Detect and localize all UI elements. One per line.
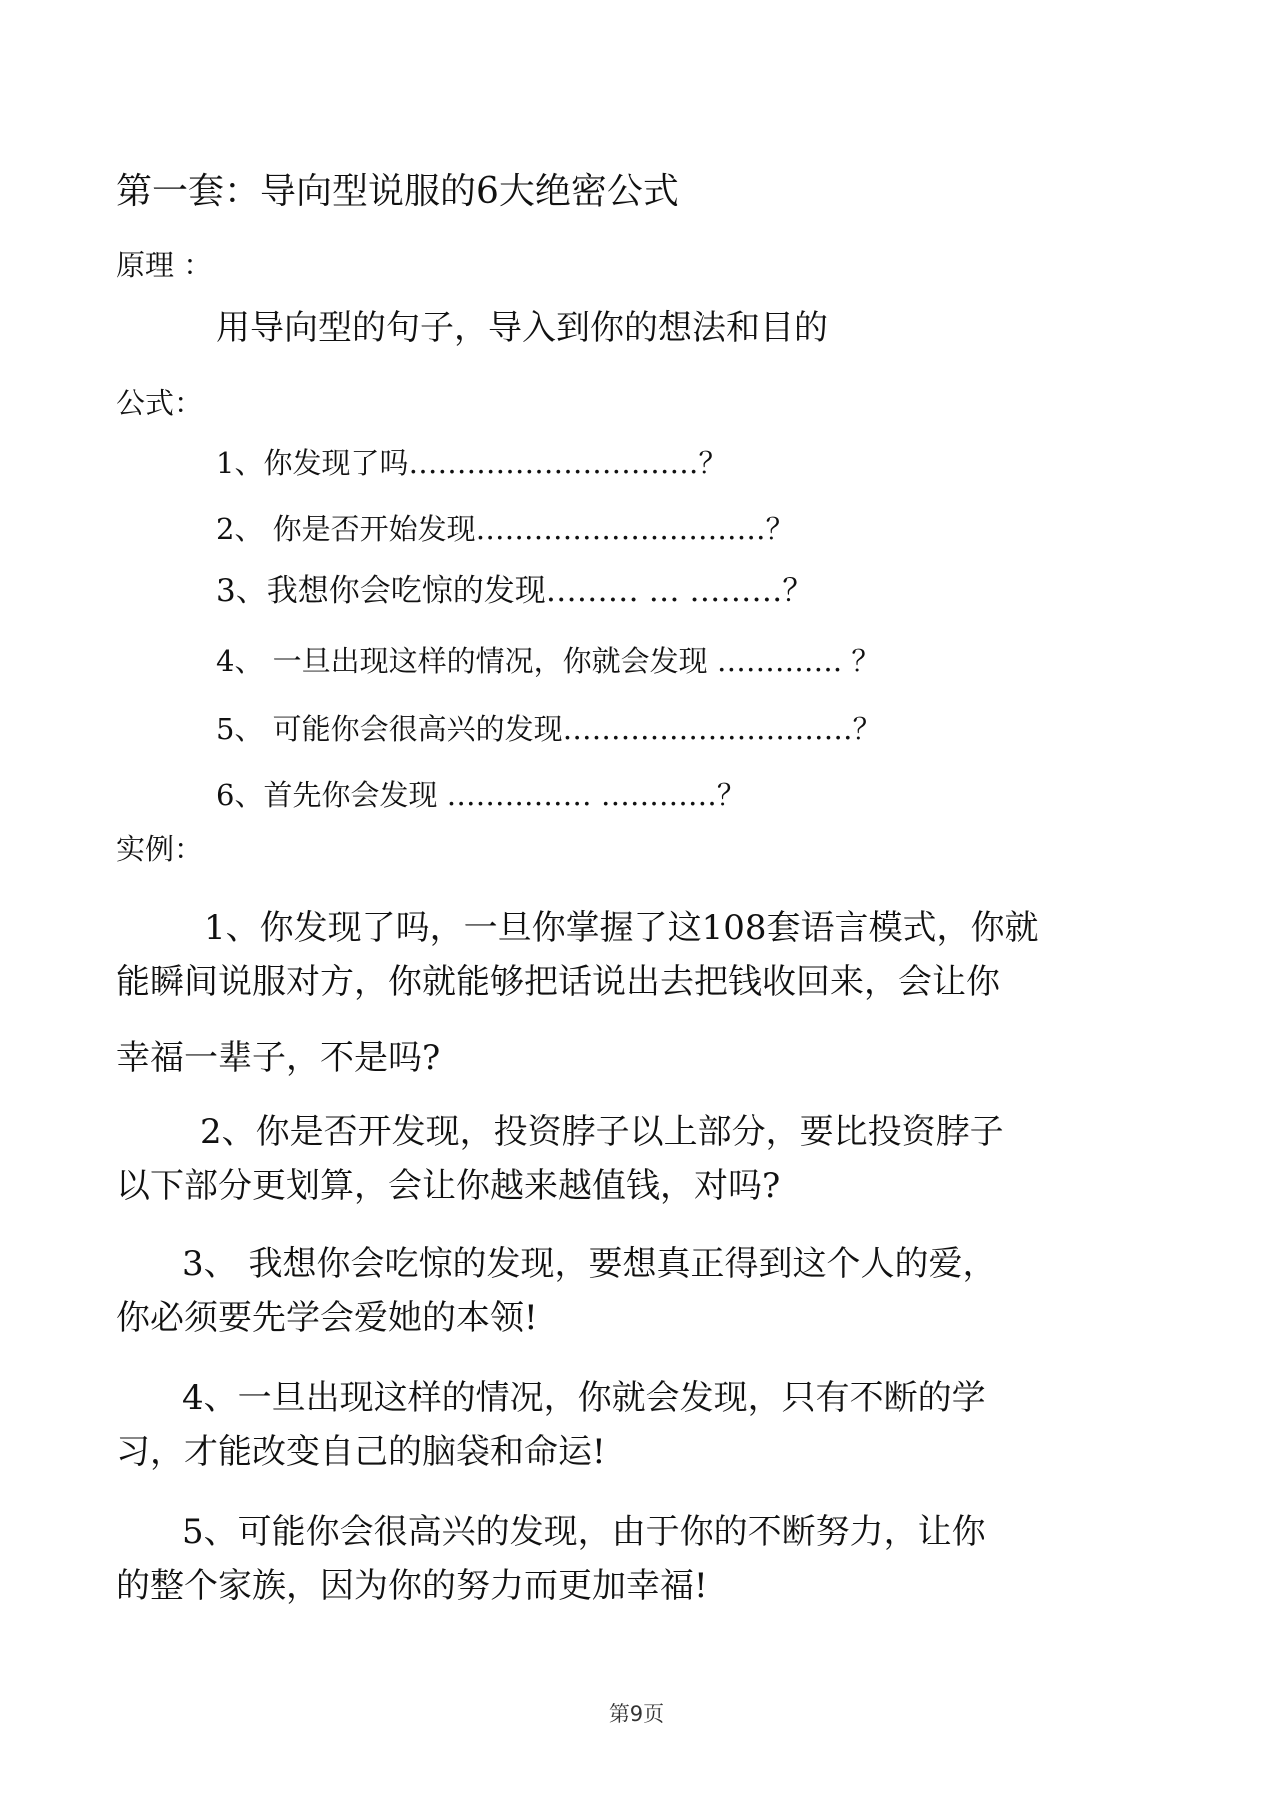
- example-2-line-2: 以下部分更划算，会让你越来越值钱，对吗?: [116, 1166, 781, 1206]
- formula-item-2: 2、 你是否开始发现…………………………？: [216, 512, 795, 546]
- example-1-line-1: 1、你发现了吗，一旦你掌握了这108套语言模式，你就: [204, 908, 1039, 948]
- formula-item-6: 6、首先你会发现 …………… …………？: [216, 778, 746, 812]
- example-4-line-1: 4、一旦出现这样的情况，你就会发现，只有不断的学: [182, 1378, 986, 1418]
- example-3-line-2: 你必须要先学会爱她的本领!: [116, 1298, 538, 1338]
- page-number: 第9页: [608, 1702, 665, 1726]
- example-2-line-1: 2、你是否开发现，投资脖子以上部分，要比投资脖子: [200, 1112, 1004, 1152]
- example-3-line-1: 3、 我想你会吃惊的发现，要想真正得到这个人的爱，: [182, 1244, 997, 1284]
- formula-item-5: 5、 可能你会很高兴的发现…………………………？: [216, 712, 882, 746]
- example-5-line-2: 的整个家族，因为你的努力而更加幸福!: [116, 1566, 708, 1606]
- formula-label: 公式：: [116, 386, 204, 420]
- formula-item-1: 1、你发现了吗…………………………？: [216, 446, 728, 480]
- principle-text: 用导向型的句子，导入到你的想法和目的: [216, 308, 828, 348]
- section-title: 第一套：导向型说服的6大绝密公式: [116, 171, 679, 212]
- example-1-line-2: 能瞬间说服对方，你就能够把话说出去把钱收回来，会让你: [116, 962, 1000, 1002]
- principle-label: 原理 ：: [116, 248, 213, 282]
- formula-item-3: 3、我想你会吃惊的发现……… … ………？: [216, 573, 814, 609]
- example-5-line-1: 5、可能你会很高兴的发现，由于你的不断努力，让你: [182, 1512, 986, 1552]
- example-4-line-2: 习，才能改变自己的脑袋和命运!: [116, 1432, 606, 1472]
- example-label: 实例：: [116, 832, 204, 866]
- formula-item-4: 4、 一旦出现这样的情况，你就会发现 …………. ？: [216, 644, 881, 678]
- example-1-line-3: 幸福一辈子，不是吗?: [116, 1038, 441, 1078]
